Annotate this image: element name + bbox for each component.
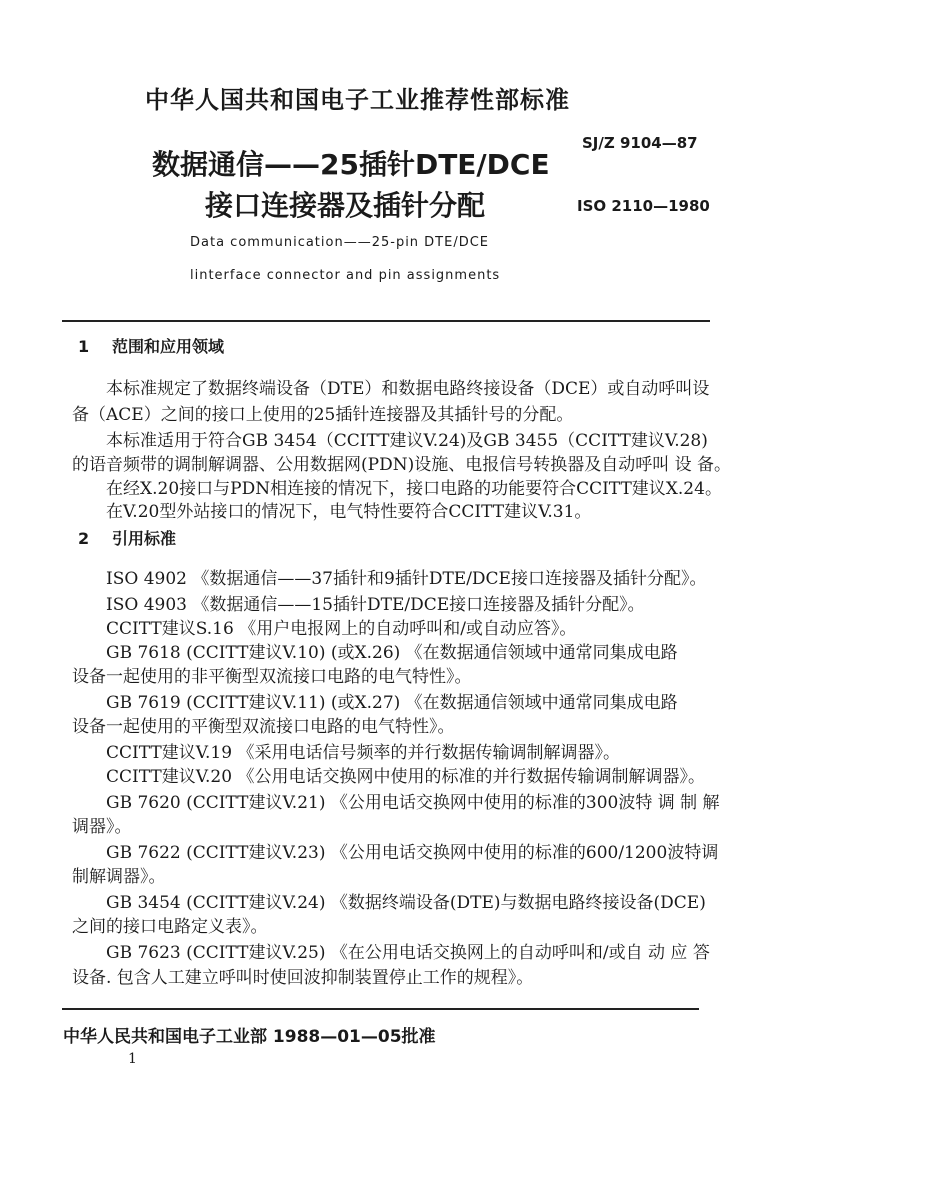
section-2-line: CCITT建议V.20 《公用电话交换网中使用的标准的并行数据传输调制解调器》。 [106, 767, 705, 787]
english-title-line-1: Data communication——25-pin DTE/DCE [190, 235, 490, 250]
approval-line: 中华人民共和国电子工业部 1988—01—05批准 [63, 1027, 436, 1047]
section-1-line: 备（ACE）之间的接口上使用的25插针连接器及其插针号的分配。 [72, 405, 574, 425]
section-2-line: GB 7620 (CCITT建议V.21) 《公用电话交换网中使用的标准的300波特 调 制 解 [106, 793, 720, 813]
section-1-title: 范围和应用领域 [112, 337, 225, 356]
section-2-line: 设备一起使用的非平衡型双流接口电路的电气特性》。 [72, 667, 472, 687]
section-1-number: 1 [78, 337, 90, 356]
section-2-line: GB 3454 (CCITT建议V.24) 《数据终端设备(DTE)与数据电路终接设备(DCE) [106, 893, 706, 913]
section-1-line: 本标准适用于符合GB 3454（CCITT建议V.24)及GB 3455（CCITT建议V.28) [106, 431, 708, 451]
section-2-line: GB 7619 (CCITT建议V.11) (或X.27) 《在数据通信领域中通常同集成电路 [106, 693, 678, 713]
section-2-line: CCITT建议S.16 《用户电报网上的自动呼叫和/或自动应答》。 [106, 619, 577, 639]
section-2-title: 引用标准 [112, 529, 177, 548]
section-2-line: GB 7623 (CCITT建议V.25) 《在公用电话交换网上的自动呼叫和/或自 动 应 答 [106, 943, 710, 963]
section-2-line: ISO 4903 《数据通信——15插针DTE/DCE接口连接器及插针分配》。 [106, 595, 645, 615]
document-title-line-2: 接口连接器及插针分配 [205, 189, 486, 222]
document-title-line-1: 数据通信——25插针DTE/DCE [152, 148, 550, 181]
section-2-line: 调器》。 [72, 817, 132, 837]
section-1-line: 的语音频带的调制解调器、公用数据网(PDN)设施、电报信号转换器及自动呼叫 设 备。 [72, 455, 732, 475]
issuing-organization: 中华人国共和国电子工业推荐性部标准 [145, 86, 570, 114]
section-2-line: GB 7618 (CCITT建议V.10) (或X.26) 《在数据通信领域中通常同集成电路 [106, 643, 678, 663]
section-1-line: 在V.20型外站接口的情况下，电气特性要符合CCITT建议V.31。 [106, 502, 592, 522]
section-2-line: GB 7622 (CCITT建议V.23) 《公用电话交换网中使用的标准的600/1200波特调 [106, 843, 719, 863]
english-title-line-2: linterface connector and pin assignments [190, 268, 501, 283]
section-1-line: 本标准规定了数据终端设备（DTE）和数据电路终接设备（DCE）或自动呼叫设 [106, 379, 710, 399]
section-2-number: 2 [78, 529, 90, 548]
page-number: 1 [128, 1051, 137, 1067]
section-2-line: CCITT建议V.19 《采用电话信号频率的并行数据传输调制解调器》。 [106, 743, 620, 763]
section-2-line: 制解调器》。 [72, 867, 166, 887]
section-2-line: 之间的接口电路定义表》。 [72, 917, 268, 937]
section-2-heading [78, 526, 176, 549]
section-1-heading [78, 334, 224, 357]
iso-code: ISO 2110—1980 [577, 197, 710, 215]
section-2-line: 设备一起使用的平衡型双流接口电路的电气特性》。 [72, 717, 455, 737]
section-2-line: 设备. 包含人工建立呼叫时使回波抑制装置停止工作的规程》。 [72, 968, 534, 988]
footer-divider [62, 1008, 699, 1010]
standard-code: SJ/Z 9104—87 [582, 134, 698, 152]
header-divider [62, 320, 710, 322]
section-2-line: ISO 4902 《数据通信——37插针和9插针DTE/DCE接口连接器及插针分配》。 [106, 569, 707, 589]
section-1-line: 在经X.20接口与PDN相连接的情况下，接口电路的功能要符合CCITT建议X.24。 [106, 479, 722, 499]
